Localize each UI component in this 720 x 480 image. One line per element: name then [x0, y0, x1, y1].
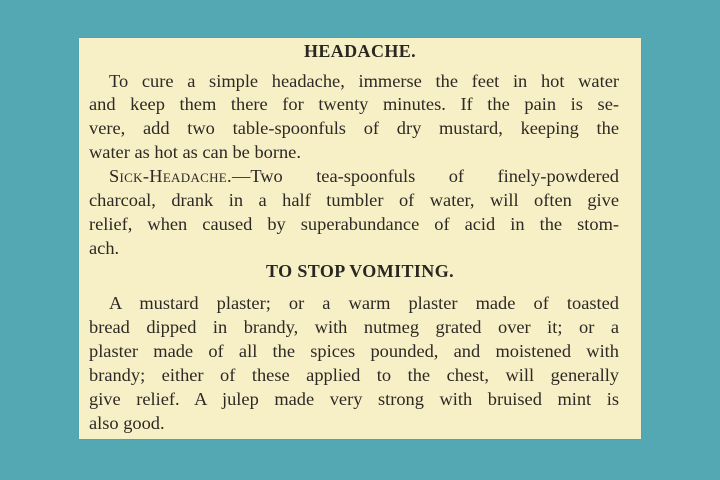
text-line: vere, add two table-spoonfuls of dry mustard, keeping the [89, 118, 619, 138]
text-line: brandy; either of these applied to the chest, will generally [89, 365, 619, 385]
text-line: relief, when caused by superabundance of acid in the stom- [89, 214, 619, 234]
text-line: —Two tea-spoonfuls of finely-powdered [231, 166, 619, 186]
text-line: plaster made of all the spices pounded, and moistened with [89, 341, 619, 361]
text-line: A mustard plaster; or a warm plaster made of toasted [109, 293, 619, 313]
text-line: charcoal, drank in a half tumbler of water, will often give [89, 190, 619, 210]
document-page [79, 38, 641, 439]
text-line: and keep them there for twenty minutes. If the pain is se- [89, 94, 619, 114]
text-line: To cure a simple headache, immerse the feet in hot water [109, 71, 619, 91]
sick-headache-line [109, 165, 619, 187]
text-line: ach. [89, 238, 120, 258]
text-line: also good. [89, 413, 165, 433]
section-title-vomiting: TO STOP VOMITING. [266, 261, 454, 281]
text-line: water as hot as can be borne. [89, 142, 301, 162]
sick-headache-title: Sick-Headache. [109, 166, 232, 186]
text-line: give relief. A julep made very strong with bruised mint is [89, 389, 619, 409]
text-line: bread dipped in brandy, with nutmeg grated over it; or a [89, 317, 619, 337]
section-title-headache: HEADACHE. [303, 41, 417, 61]
